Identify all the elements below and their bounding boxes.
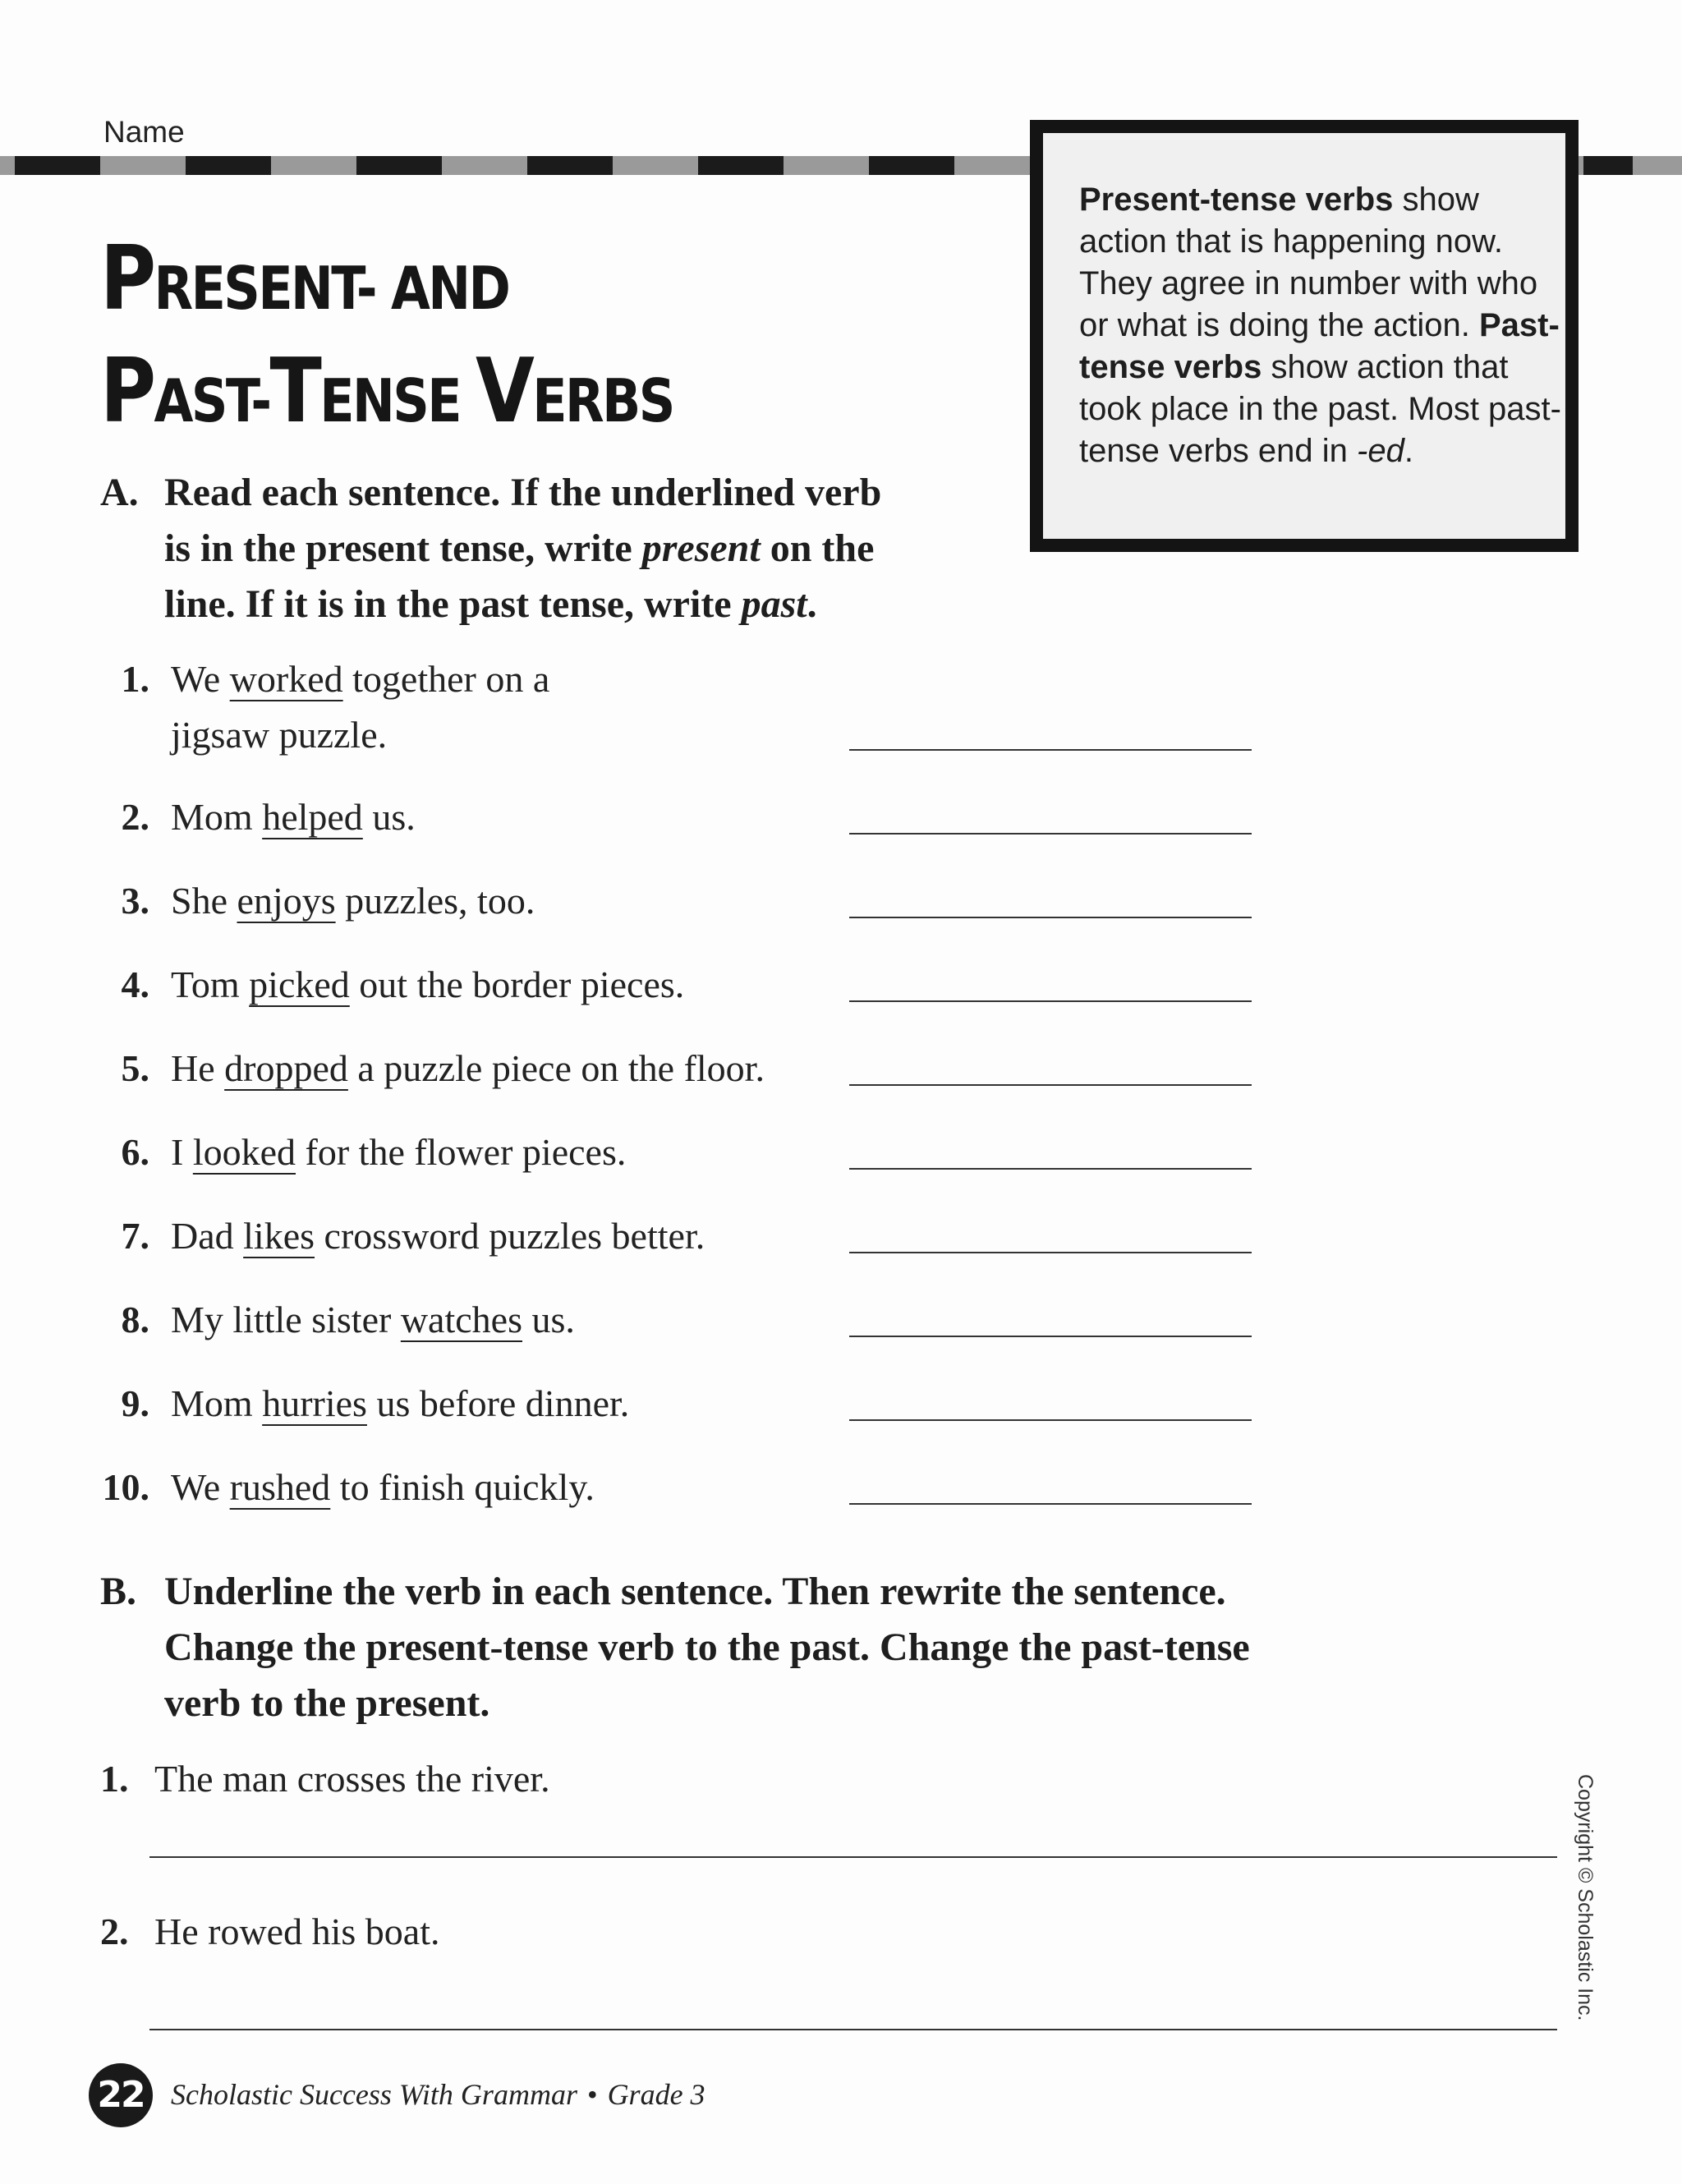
item-sentence: The man crosses the river. [154,1758,550,1800]
answer-line[interactable] [849,917,1252,918]
answer-line[interactable] [849,833,1252,835]
underlined-verb: looked [192,1131,296,1173]
item-sentence: We worked together on a [171,658,550,700]
item-sentence: My little sister watches us. [171,1299,575,1340]
copyright-notice: Copyright © Scholastic Inc. [1574,1774,1597,2021]
name-label: Name [103,115,185,149]
item-number: 10. [102,1466,149,1508]
item-sentence: She enjoys puzzles, too. [171,880,535,922]
underlined-verb: hurries [262,1382,367,1424]
underlined-verb: worked [229,658,343,700]
item-sentence: Tom picked out the border pieces. [171,963,685,1005]
item-number: 2. [100,1910,129,1952]
book-title: Scholastic Success With Grammar [171,2078,577,2111]
item-sentence: He dropped a puzzle piece on the floor. [171,1047,765,1089]
underlined-verb: likes [243,1215,315,1257]
definition-box [1030,120,1579,552]
answer-line[interactable] [849,1168,1252,1170]
page-number-badge: 22 [89,2063,153,2127]
answer-line[interactable] [149,2029,1557,2030]
footer-book-info [171,2073,705,2116]
grade-label: Grade 3 [607,2078,705,2111]
item-sentence-continued: jigsaw puzzle. [171,714,388,756]
bullet-separator: • [586,2078,598,2111]
underlined-verb: picked [249,963,350,1005]
definition-text: Present-tense verbs show action that is happening now. They agree in number with who or what is doing the action. Past-tense verbs show action that took place in the past. Most past-tense verbs end in -ed. [1079,182,1561,469]
answer-line[interactable] [849,1084,1252,1086]
item-sentence: Dad likes crossword puzzles better. [171,1215,705,1257]
item-number: 1. [100,1758,129,1800]
answer-line[interactable] [149,1856,1557,1858]
section-a-letter: A. [100,471,139,514]
section-b-letter: B. [100,1570,137,1613]
answer-line[interactable] [849,1336,1252,1337]
answer-line[interactable] [849,1419,1252,1421]
item-number: 4. [121,963,149,1005]
underlined-verb: helped [262,796,363,838]
item-number: 7. [121,1215,149,1257]
item-sentence: Mom hurries us before dinner. [171,1382,630,1424]
answer-line[interactable] [849,749,1252,751]
item-number: 6. [121,1131,149,1173]
underlined-verb: watches [400,1299,522,1340]
item-sentence: He rowed his boat. [154,1910,440,1952]
item-number: 8. [121,1299,149,1340]
section-a-text: Read each sentence. If the underlined verb is in the present tense, write present on the line. If it is in the past tense, write past. [164,471,882,626]
item-number: 9. [121,1382,149,1424]
answer-line[interactable] [849,1503,1252,1505]
item-number: 3. [121,880,149,922]
page-title-line-1: PRESENT- AND [100,228,509,330]
section-b-text: Underline the verb in each sentence. Then rewrite the sentence. Change the present-tense verb to the past. Change the past-tense verb to the present. [164,1570,1250,1725]
item-sentence: Mom helped us. [171,796,416,838]
page-title-line-2: PAST-TENSE VERBS [100,340,673,443]
item-sentence: I looked for the flower pieces. [171,1131,627,1173]
underlined-verb: enjoys [237,880,336,922]
item-number: 2. [121,796,149,838]
underlined-verb: rushed [229,1466,331,1508]
underlined-verb: dropped [224,1047,348,1089]
answer-line[interactable] [849,1000,1252,1002]
answer-line[interactable] [849,1252,1252,1253]
item-number: 5. [121,1047,149,1089]
item-sentence: We rushed to finish quickly. [171,1466,595,1508]
item-number: 1. [121,658,149,700]
